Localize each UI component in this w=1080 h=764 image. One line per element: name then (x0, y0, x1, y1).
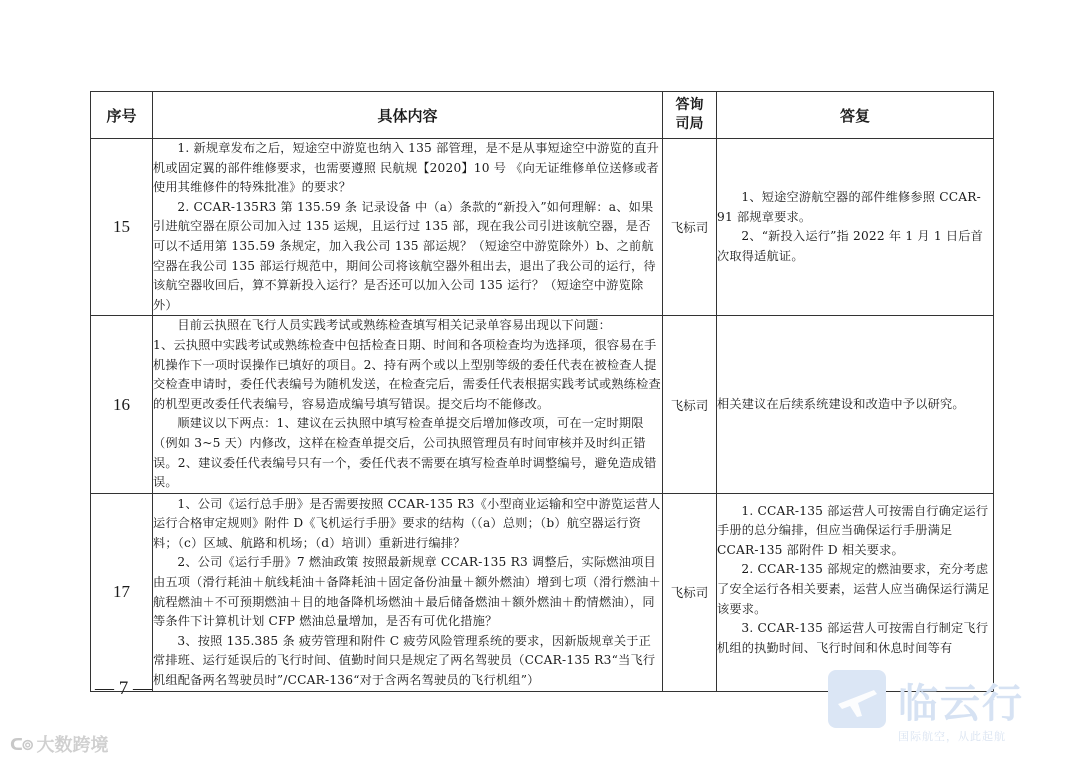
header-row (91, 92, 994, 139)
row-dept: 飞标司 (663, 493, 717, 691)
faq-table (90, 91, 994, 692)
answer-paragraph: 1. CCAR-135 部运营人可按需自行确定运行手册的总分编排，但应当确保运行手册满足 CCAR-135 部附件 D 相关要求。 (717, 503, 989, 557)
answer-paragraph: 1、短途空游航空器的部件维修参照 CCAR-91 部规章要求。 (717, 189, 981, 224)
content-paragraph: 顺建议以下两点：1、建议在云执照中填写检查单提交后增加修改项，可在一定时期限（例如 3~5 天）内修改，这样在检查单提交后，公司执照管理员有时间审核并及时纠正错误。2、建议委任代表编号只有一个，委任代表不需要在填写检查单时调整编号，避免造成错误。 (153, 416, 657, 490)
answer-paragraph: 2、“新投入运行”指 2022 年 1 月 1 日后首次取得适航证。 (717, 229, 984, 263)
table-row (91, 493, 994, 691)
content-paragraph: 2. CCAR-135R3 第 135.59 条 记录设备 中（a）条款的“新投入”如何理解：a、如果引进航空器在原公司加入过 135 运规，且运行过 135 部，现在我公司引进该航空器，是否可以不适用第 135.59 条规定，加入我公司 135 部运规？（短途空中游览除外）b、之前航空器在我公司 135 部运行规范中，期间公司将该航空器外租出去，退出了我公司的运行，待该航空器收回后，算不算新投入运行？是否还可以加入公司 135 运行？（短途空中游览除外） (153, 199, 656, 312)
content-paragraph: 1、云执照中实践考试或熟练检查中包括检查日期、时间和各项检查均为选择项，很容易在手机操作下一项时误操作已填好的项目。2、持有两个或以上型别等级的委任代表在被检查人提交检查申请时，委任代表编号为随机发送，在检查完后，需委任代表根据实践考试或熟练检查的机型更改委任代表编号，容易造成编号填写错误。提交后均不能修改。 (153, 337, 661, 411)
header-dept-line2: 司局 (675, 116, 704, 132)
header-dept-line1: 答询 (675, 97, 704, 113)
row-answer (717, 493, 994, 691)
header-content: 具体内容 (153, 92, 663, 139)
row-content (153, 493, 663, 691)
content-paragraph: 目前云执照在飞行人员实践考试或熟练检查填写相关记录单容易出现以下问题： (177, 318, 611, 333)
answer-paragraph: 相关建议在后续系统建设和改造中予以研究。 (717, 396, 965, 411)
table-row (91, 316, 994, 493)
watermark-left (10, 731, 108, 757)
header-dept (663, 92, 717, 139)
answer-paragraph: 3. CCAR-135 部运营人可按需自行制定飞行机组的执勤时间、飞行时间和休息时间等有 (717, 621, 989, 655)
airplane-logo-icon (828, 670, 886, 728)
header-seq: 序号 (91, 92, 153, 139)
row-number: 15 (91, 139, 153, 316)
row-number: 16 (91, 316, 153, 493)
watermark-right-name: 临云行 (898, 681, 1024, 727)
row-answer (717, 139, 994, 316)
header-answer: 答复 (717, 92, 994, 139)
answer-paragraph: 2. CCAR-135 部规定的燃油要求，充分考虑了安全运行各相关要素，运营人应当确保运行满足该要求。 (717, 562, 990, 616)
row-answer (717, 316, 994, 493)
row-dept: 飞标司 (663, 316, 717, 493)
content-paragraph: 2、公司《运行手册》7 燃油政策 按照最新规章 CCAR-135 R3 调整后，实际燃油项目由五项（滑行耗油＋航线耗油＋备降耗油＋固定备份油量＋额外燃油）增到七项（滑行燃油＋航程燃油＋不可预期燃油＋目的地备降机场燃油＋最后储备燃油＋额外燃油＋酌情燃油），同等条件下计算机计划 CFP 燃油总量增加，是否有可优化措施？ (153, 555, 661, 629)
row-number: 17 (91, 493, 153, 691)
brand-mark-icon: ᑕ⊚ (10, 734, 33, 754)
watermark-right (828, 670, 1068, 750)
content-paragraph: 1. 新规章发布之后，短途空中游览也纳入 135 部管理，是不是从事短途空中游览的直升机或固定翼的部件维修要求，也需要遵照 民航规【2020】10 号 《向无证维修单位送修或者使用其维修件的特殊批准》的要求？ (153, 141, 660, 195)
content-paragraph: 1、公司《运行总手册》是否需要按照 CCAR-135 R3《小型商业运输和空中游览运营人运行合格审定规则》附件 D《飞机运行手册》要求的结构（（a）总则；（b）航空器运行资料；（c）区域、航路和机场；（d）培训）重新进行编排？ (153, 496, 661, 550)
watermark-right-slogan: 国际航空，从此起航 (898, 730, 1006, 743)
row-content (153, 316, 663, 493)
row-dept: 飞标司 (663, 139, 717, 316)
page-number: — 7 — (95, 678, 152, 699)
table-row (91, 139, 994, 316)
row-content (153, 139, 663, 316)
watermark-left-text: 大数跨境 (36, 735, 109, 756)
content-paragraph: 3、按照 135.385 条 疲劳管理和附件 C 疲劳风险管理系统的要求，因新版规章关于正常排班、运行延误后的飞行时间、值勤时间只是规定了两名驾驶员（CCAR-135 R3“当飞行机组配备两名驾驶员时”/CCAR-136“对于含两名驾驶员的飞行机组”） (153, 633, 656, 688)
